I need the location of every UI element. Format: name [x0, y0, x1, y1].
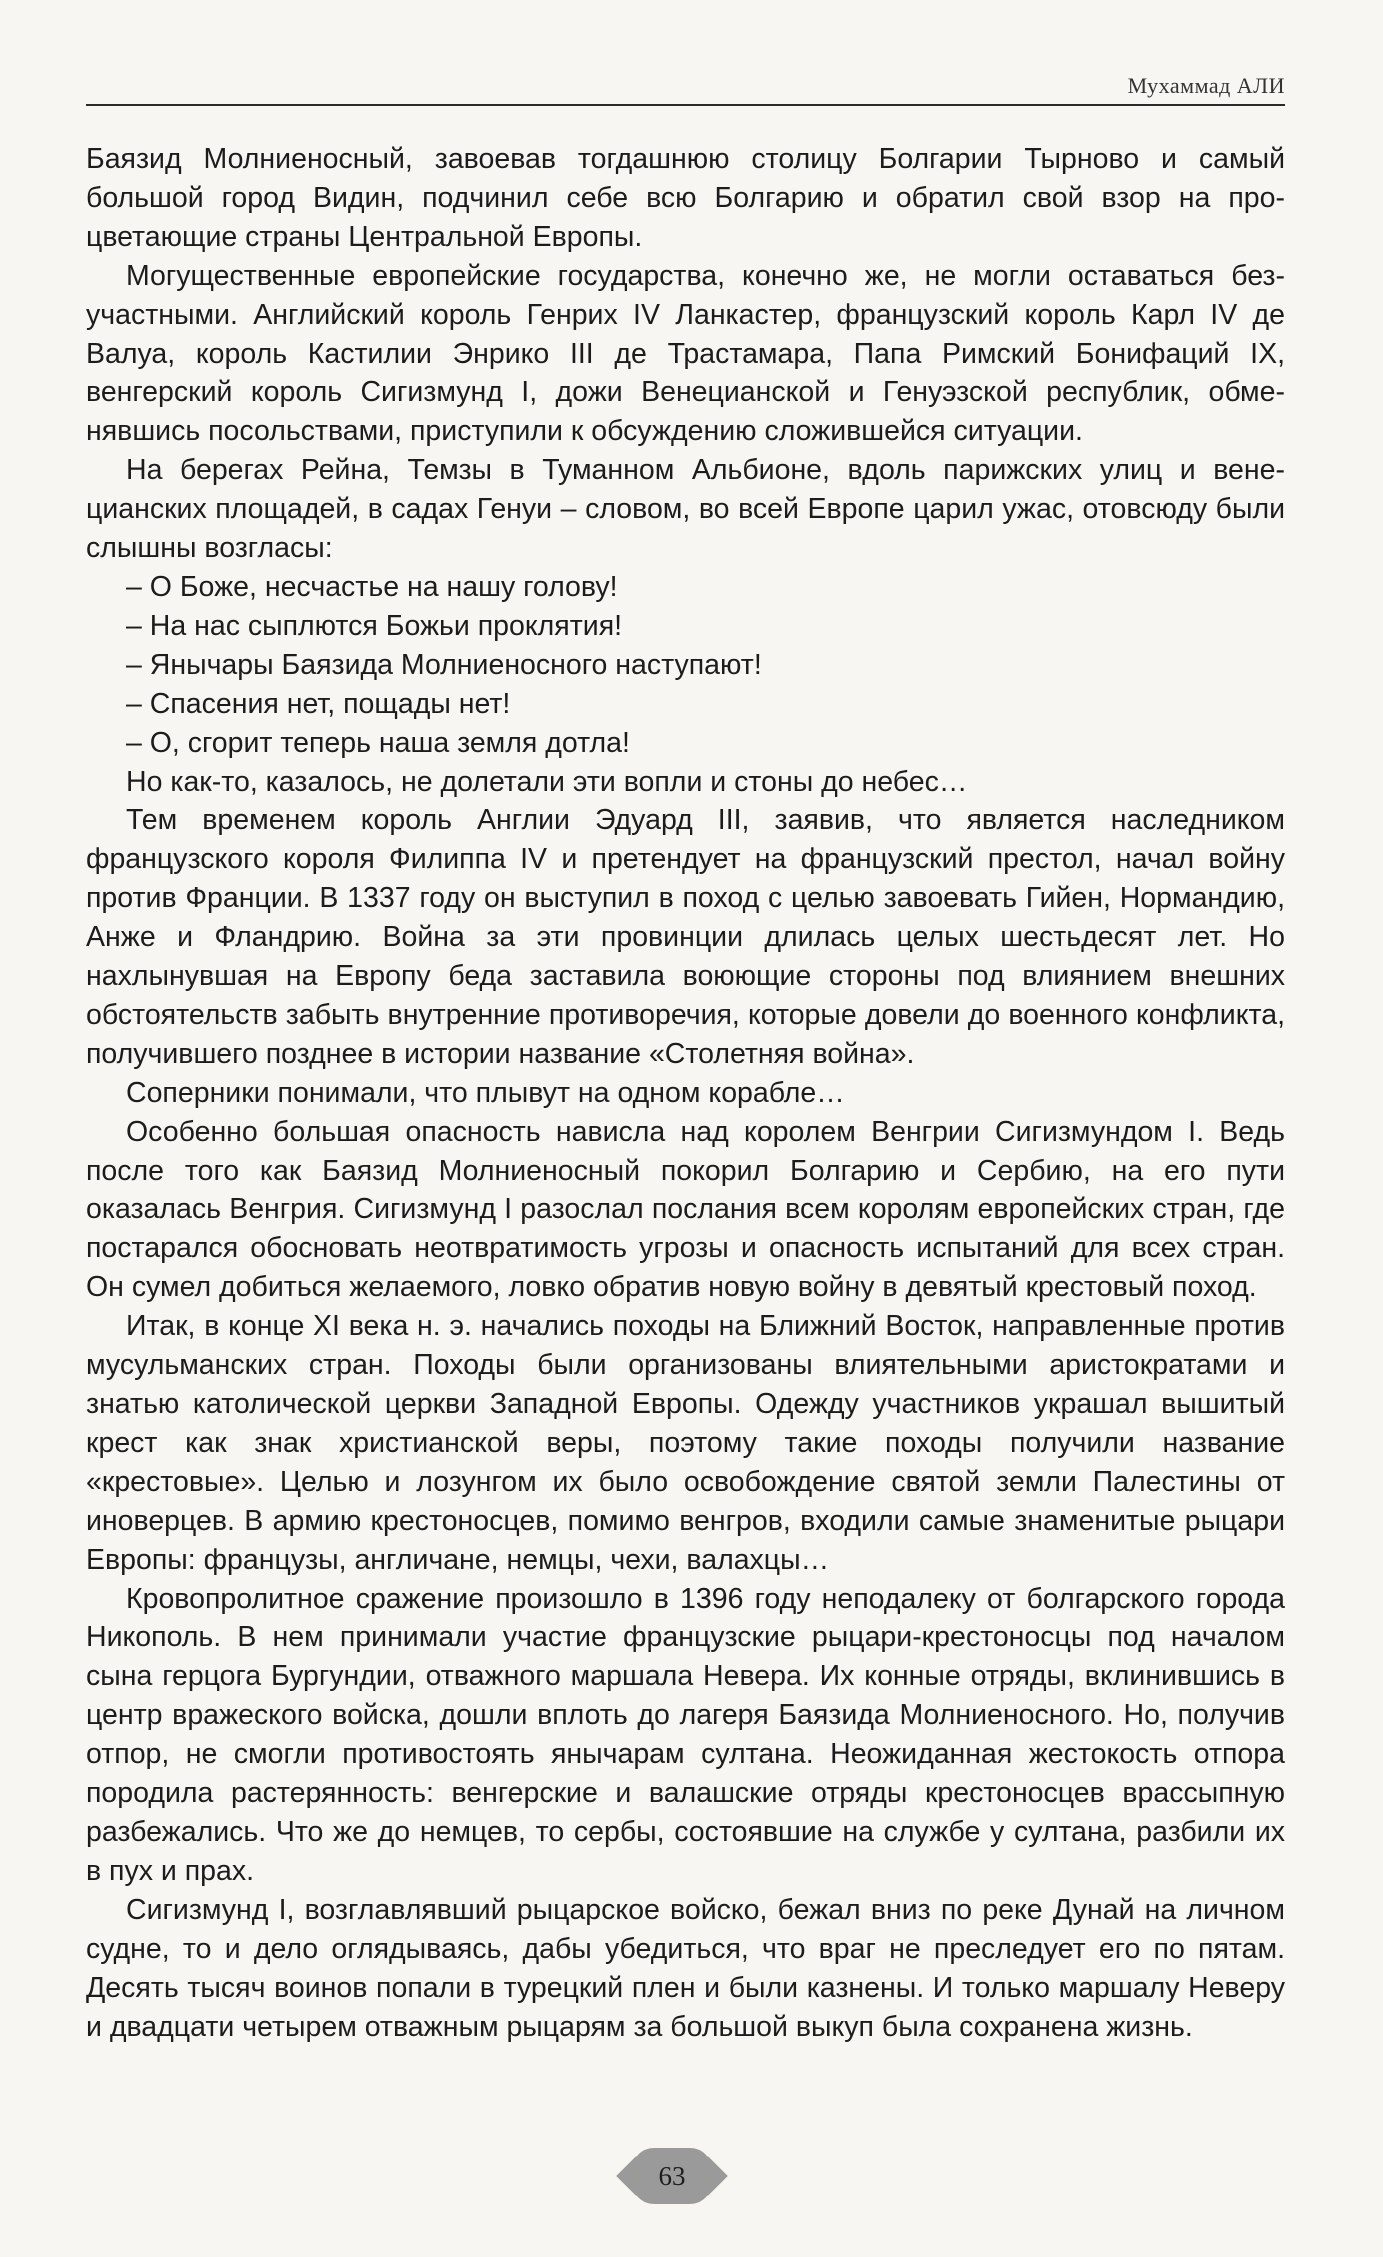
paragraph: Кровопролитное сражение произошло в 1396 году неподалеку от болгарского города Никополь. В нем принимали участие французские рыцари-крестоносцы под началом сына герцога Бургундии, отважного маршала Невера. Их конные отряды, вклинившись в центр вражеского войска, дошли вплоть до лагеря Баязида Молниеносного. Но, получив отпор, не смогли противостоять янычарам султана. Неожиданная жестокость отпора породила растерянность: венгерские и валашские отряды крестоносцев врассыпную разбежались. Что же до немцев, то сербы, состоявшие на службе у султана, разбили их в пух и прах.: [86, 1582, 1285, 1887]
paragraph: Могущественные европейские государства, конечно же, не могли оставаться безучастными. Английский король Генрих IV Ланкастер, французский король Карл IV де Валуа, король Кастилии Энрико III де Трастамара, Папа Римский Бонифаций IX, венгерский король Сигизмунд I, дожи Венецианской и Генуэзской республик, обменявшись посольствами, приступили к обсуждению сложившейся ситуации.: [86, 259, 1285, 448]
paragraph: Но как-то, казалось, не долетали эти вопли и стоны до небес…: [126, 765, 968, 798]
paragraph: Баязид Молниеносный, завоевав тогдашнюю столицу Болгарии Тырново и самый большой город Видин, подчинил себе всю Болгарию и обратил свой взор на процветающие страны Центральной Европы.: [86, 143, 1285, 253]
running-header: [86, 74, 1285, 106]
dialogue-line: – Спасения нет, пощады нет!: [126, 687, 511, 720]
dialogue-line: – О, сгорит теперь наша земля дотла!: [126, 726, 630, 759]
dialogue-line: – Янычары Баязида Молниеносного наступают!: [126, 648, 762, 681]
body-text: [86, 140, 1285, 2046]
dialogue-line: – На нас сыплются Божьи проклятия!: [126, 609, 623, 642]
paragraph: Особенно большая опасность нависла над королем Венгрии Сигизмундом I. Ведь после того как Баязид Молниеносный покорил Болгарию и Сербию, на его пути оказалась Венгрия. Сигизмунд I разослал послания всем королям европейских стран, где постарался обосновать неотвратимость угрозы и опасность испытаний для всех стран. Он сумел добиться желаемого, ловко обратив новую войну в девятый крестовый поход.: [86, 1115, 1285, 1304]
paragraph: Соперники понимали, что плывут на одном корабле…: [126, 1076, 845, 1109]
dialogue-line: – О Боже, несчастье на нашу голову!: [126, 570, 618, 603]
page-number: 63: [658, 2161, 686, 2191]
paragraph: Тем временем король Англии Эдуард III, заявив, что является наследником французского короля Филиппа IV и претендует на французский престол, начал войну против Франции. В 1337 году он выступил в поход с целью завоевать Гийен, Нормандию, Анже и Фландрию. Война за эти провинции длилась целых шестьдесят лет. Но нахлынувшая на Европу беда заставила воюющие стороны под влиянием внешних обстоятельств забыть внутренние противоречия, которые довели до военного конфликта, получившего позднее в истории название «Столетняя война».: [86, 804, 1285, 1070]
page-footer: [0, 2148, 1383, 2208]
running-head-author: Мухаммад АЛИ: [1127, 73, 1285, 98]
paragraph: Сигизмунд I, возглавлявший рыцарское войско, бежал вниз по реке Дунай на личном судне, то и дело оглядываясь, дабы убедиться, что враг не преследует его по пятам. Десять тысяч воинов попали в турецкий плен и были казнены. И только маршалу Неверу и двадцати четырем отважным рыцарям за большой выкуп была сохранена жизнь.: [86, 1893, 1285, 2043]
paragraph: На берегах Рейна, Темзы в Туманном Альбионе, вдоль парижских улиц и венецианских площадей, в садах Генуи – словом, во всей Европе царил ужас, отовсюду были слышны возгласы:: [86, 454, 1285, 565]
paragraph: Итак, в конце XI века н. э. начались походы на Ближний Восток, направленные против мусульманских стран. Походы были организованы влиятельными аристократами и знатью католической церкви Западной Европы. Одежду участников украшал вышитый крест как знак христианской веры, поэтому такие походы получили название «крестовые». Целью и лозунгом их было освобождение святой земли Палестины от иноверцев. В армию крестоносцев, помимо венгров, входили самые знаменитые рыцари Европы: французы, англичане, немцы, чехи, валахцы…: [86, 1310, 1285, 1576]
